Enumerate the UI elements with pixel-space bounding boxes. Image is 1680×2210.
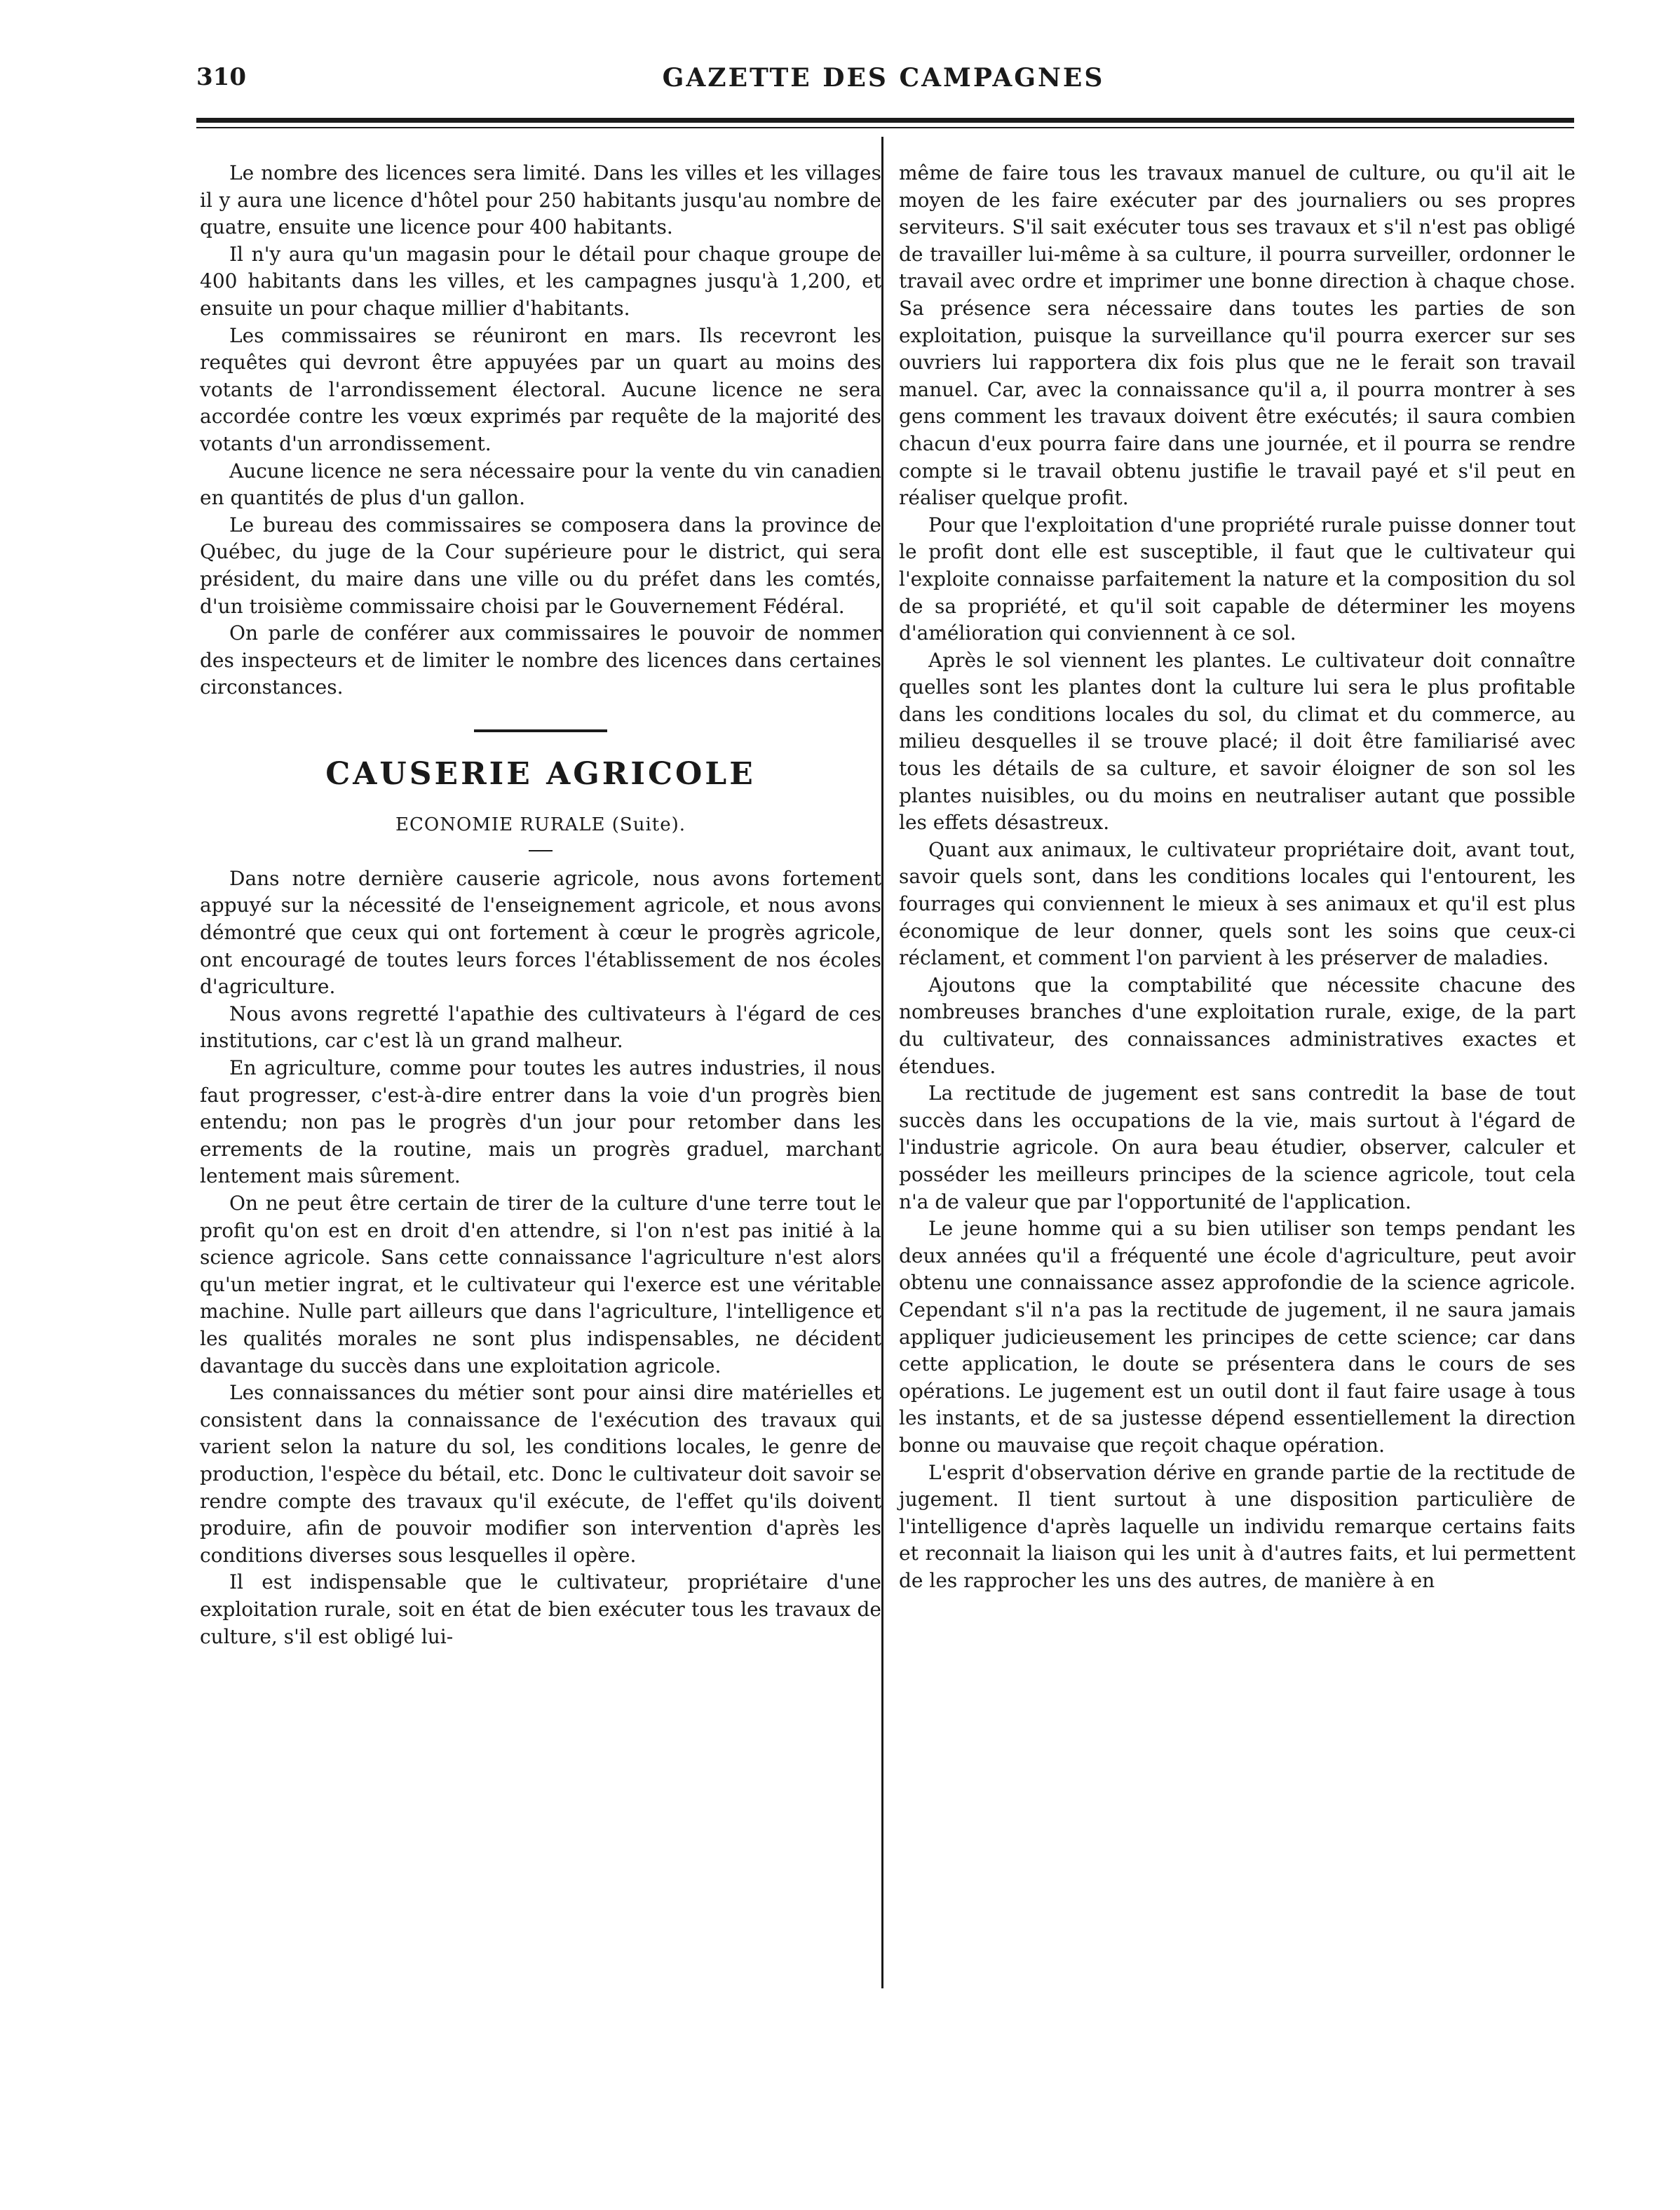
section-title: CAUSERIE AGRICOLE xyxy=(325,755,756,792)
paragraph: On parle de conférer aux commissaires le pouvoir de nommer des inspecteurs et de limiter le nombre des licences dans certaines circonstances. xyxy=(200,621,881,699)
paragraph: Après le sol viennent les plantes. Le cultivateur doit connaître quelles sont les plantes dont la culture lui sera le plus profitable dans les conditions locales du sol, du climat et du commerce, au milieu desquelles il se trouve placé; il doit être familiarisé avec tous les détails de sa culture, et savoir éloigner de son sol les plantes nuisibles, ou du moins en neutraliser autant que possible les effets désastreux. xyxy=(899,648,1576,835)
publication-title: GAZETTE DES CAMPAGNES xyxy=(662,63,1105,93)
paragraph: Le bureau des commissaires se composera dans la province de Québec, du juge de la Cour supérieure pour le district, qui sera président, du maire dans une ville ou du préfet dans les comtés, d'un troisième commissaire choisi par le Gouvernement Fédéral. xyxy=(200,513,881,618)
right-column xyxy=(899,160,1576,1594)
page-header xyxy=(196,63,1571,105)
paragraph: Les commissaires se réuniront en mars. Ils recevront les requêtes qui devront être appuyées par un quart au moins des votants de l'arrondissement électoral. Aucune licence ne sera accordée contre les vœux exprimés par requête de la majorité des votants d'un arrondissement. xyxy=(200,323,881,455)
paragraph: Le jeune homme qui a su bien utiliser son temps pendant les deux années qu'il a fréquenté une école d'agriculture, peut avoir obtenu une connaissance assez approfondie de la science agricole. Cependant s'il n'a pas la rectitude de jugement, il ne saura jamais appliquer judicieusement les principes de cette science; car dans cette application, le doute se présentera dans le cours de ses opérations. Le jugement est un outil dont il faut faire usage à tous les instants, et de sa justesse dépend essentiellement la direction bonne ou mauvaise que reçoit chaque opération. xyxy=(899,1217,1576,1457)
paragraph: Aucune licence ne sera nécessaire pour la vente du vin canadien en quantités de plus d'un gallon. xyxy=(200,459,881,510)
paragraph: La rectitude de jugement est sans contredit la base de tout succès dans les occupations de la vie, mais surtout à l'égard de l'industrie agricole. On aura beau étudier, observer, calculer et posséder les meilleurs principes de la science agricole, tout cela n'a de valeur que par l'opportunité de l'application. xyxy=(899,1082,1576,1213)
section-subtitle: ECONOMIE RURALE (Suite). xyxy=(395,814,686,835)
subtitle-rule xyxy=(529,850,553,851)
header-rule xyxy=(196,118,1574,123)
paragraph: Dans notre dernière causerie agricole, nous avons fortement appuyé sur la nécessité de l'enseignement agricole, et nous avons démontré que ceux qui ont fortement à cœur le progrès agricole, ont encouragé de toutes leurs forces l'établissement de nos écoles d'agriculture. xyxy=(200,866,881,999)
paragraph: Le nombre des licences sera limité. Dans les villes et les villages il y aura une licence d'hôtel pour 250 habitants jusqu'au nombre de quatre, ensuite une licence pour 400 habitants. xyxy=(200,161,881,239)
page-number: 310 xyxy=(196,63,246,91)
paragraph: Nous avons regretté l'apathie des cultivateurs à l'égard de ces institutions, car c'est là un grand malheur. xyxy=(200,1002,881,1053)
paragraph: Quant aux animaux, le cultivateur propriétaire doit, avant tout, savoir quels sont, dans les conditions locales qui l'entourent, les fourrages qui conviennent le mieux à ses animaux et qu'il est plus économique de leur donner, quels sont les soins que ceux-ci réclament, et comment l'on parvient à les préserver de maladies. xyxy=(899,837,1576,970)
paragraph: Il n'y aura qu'un magasin pour le détail pour chaque groupe de 400 habitants dans les villes, et les campagnes jusqu'à 1,200, et ensuite un pour chaque millier d'habitants. xyxy=(200,242,881,320)
header-rule-thin xyxy=(196,127,1574,128)
paragraph: En agriculture, comme pour toutes les autres industries, il nous faut progresser, c'est-à-dire entrer dans la voie d'un progrès bien entendu; non pas le progrès d'un jour pour retomber dans les errements de la routine, mais un progrès graduel, marchant lentement mais sûrement. xyxy=(200,1056,881,1188)
section-separator xyxy=(474,729,607,732)
paragraph: même de faire tous les travaux manuel de culture, ou qu'il ait le moyen de les faire exécuter par des journaliers ou ses propres serviteurs. S'il sait exécuter tous ses travaux et s'il n'est pas obligé de travailler lui-même à sa culture, il pourra surveiller, ordonner le travail avec ordre et imprimer une bonne direction à chaque chose. Sa présence sera nécessaire dans toutes les parties de son exploitation, puisque la surveillance qu'il pourra exercer sur ses ouvriers lui rapportera dix fois plus que ne le ferait son travail manuel. Car, avec la connaissance qu'il a, il pourra montrer à ses gens comment les travaux doivent être exécutés; il saura combien chacun d'eux pourra faire dans une journée, et il pourra se rendre compte si le travail obtenu justifie le travail payé et s'il peut en réaliser quelque profit. xyxy=(899,161,1576,510)
paragraph: Il est indispensable que le cultivateur, propriétaire d'une exploitation rurale, soit en état de bien exécuter tous les travaux de culture, s'il est obligé lui- xyxy=(200,1570,881,1648)
paragraph: Les connaissances du métier sont pour ainsi dire matérielles et consistent dans la connaissance de l'exécution des travaux qui varient selon la nature du sol, les conditions locales, le genre de production, l'espèce du bétail, etc. Donc le cultivateur doit savoir se rendre compte des travaux qu'il exécute, de l'effet qu'ils doivent produire, afin de pouvoir modifier son intervention d'après les conditions diverses sous lesquelles il opère. xyxy=(200,1381,881,1567)
column-divider xyxy=(881,137,883,1988)
paragraph: Pour que l'exploitation d'une propriété rurale puisse donner tout le profit dont elle est susceptible, il faut que le cultivateur qui l'exploite connaisse parfaitement la nature et la composition du sol de sa propriété, et qu'il soit capable de déterminer les moyens d'amélioration qui conviennent à ce sol. xyxy=(899,513,1576,645)
left-column xyxy=(200,160,881,1650)
paragraph: L'esprit d'observation dérive en grande partie de la rectitude de jugement. Il tient surtout à une disposition particulière de l'intelligence d'après laquelle un individu remarque certains faits et reconnait la liaison qui les unit à d'autres faits, et lui permettent de les rapprocher les uns des autres, de manière à en xyxy=(899,1460,1576,1592)
paragraph: On ne peut être certain de tirer de la culture d'une terre tout le profit qu'on est en droit d'en attendre, si l'on n'est pas initié à la science agricole. Sans cette connaissance l'agriculture n'est alors qu'un metier ingrat, et le cultivateur qui l'exerce est une véritable machine. Nulle part ailleurs que dans l'agriculture, l'intelligence et les qualités morales ne sont plus indispensables, ne décident davantage du succès dans une exploitation agricole. xyxy=(200,1192,881,1377)
paragraph: Ajoutons que la comptabilité que nécessite chacune des nombreuses branches d'une exploitation rurale, exige, de la part du cultivateur, des connaissances administratives exactes et étendues. xyxy=(899,973,1576,1078)
